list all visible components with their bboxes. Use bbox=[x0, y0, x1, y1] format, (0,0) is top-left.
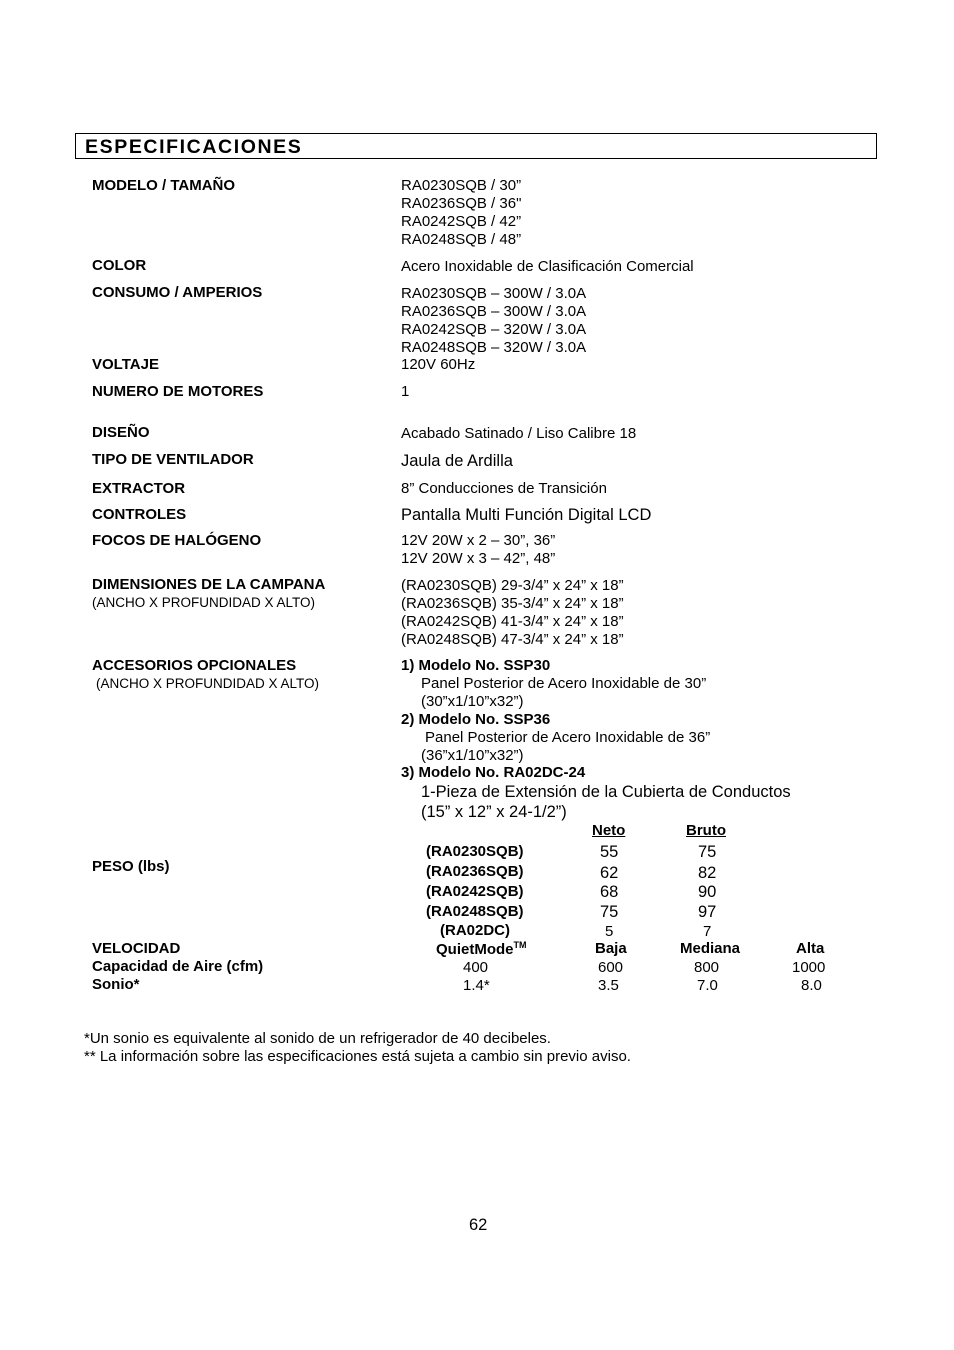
label-consumo: CONSUMO / AMPERIOS bbox=[92, 284, 263, 301]
peso-bruto: 97 bbox=[698, 903, 717, 921]
accessory-desc: Panel Posterior de Acero Inoxidable de 30” bbox=[421, 675, 707, 692]
modelo-line: RA0236SQB / 36" bbox=[401, 195, 522, 212]
label-focos: FOCOS DE HALÓGENO bbox=[92, 532, 262, 549]
focos-line: 12V 20W x 3 – 42”, 48” bbox=[401, 550, 556, 567]
value-dimensiones bbox=[401, 577, 624, 649]
label-motores: NUMERO DE MOTORES bbox=[92, 383, 264, 400]
peso-bruto: 82 bbox=[698, 864, 717, 882]
label-capacidad: Capacidad de Aire (cfm) bbox=[92, 958, 264, 975]
peso-bruto: 7 bbox=[703, 923, 712, 940]
peso-bruto: 90 bbox=[698, 883, 717, 901]
accessory-title: 1) Modelo No. SSP30 bbox=[401, 657, 551, 674]
label-accesorios: ACCESORIOS OPCIONALES bbox=[92, 657, 297, 674]
peso-col-bruto: Bruto bbox=[686, 822, 726, 839]
accessory-size: (30”x1/10”x32”) bbox=[421, 693, 524, 710]
footnote: ** La información sobre las especificaciones está sujeta a cambio sin previo aviso. bbox=[84, 1048, 631, 1065]
accessory-desc: Panel Posterior de Acero Inoxidable de 36” bbox=[425, 729, 711, 746]
sonio-value: 1.4* bbox=[463, 977, 490, 994]
peso-neto: 5 bbox=[605, 923, 614, 940]
section-header bbox=[75, 133, 877, 159]
label-diseno: DISEÑO bbox=[92, 424, 150, 441]
peso-bruto: 75 bbox=[698, 843, 717, 861]
consumo-line: RA0236SQB – 300W / 3.0A bbox=[401, 303, 587, 320]
page-title: ESPECIFICACIONES bbox=[85, 136, 303, 158]
header-baja: Baja bbox=[595, 940, 627, 957]
sublabel-accesorios: (ANCHO X PROFUNDIDAD X ALTO) bbox=[96, 676, 320, 691]
modelo-line: RA0242SQB / 42” bbox=[401, 213, 522, 230]
dimensiones-line: (RA0230SQB) 29-3/4” x 24” x 18” bbox=[401, 577, 624, 594]
peso-model: (RA0230SQB) bbox=[426, 843, 524, 860]
peso-model: (RA0242SQB) bbox=[426, 883, 524, 900]
accessory-size: (36”x1/10”x32”) bbox=[421, 747, 524, 764]
value-color: Acero Inoxidable de Clasificación Comercial bbox=[401, 258, 694, 275]
peso-col-neto: Neto bbox=[592, 822, 626, 839]
peso-neto: 62 bbox=[600, 864, 619, 882]
consumo-line: RA0248SQB – 320W / 3.0A bbox=[401, 339, 587, 356]
value-consumo bbox=[401, 285, 586, 357]
capacidad-value: 800 bbox=[694, 959, 720, 976]
peso-model: (RA0236SQB) bbox=[426, 863, 524, 880]
label-ventilador: TIPO DE VENTILADOR bbox=[92, 451, 254, 468]
modelo-line: RA0248SQB / 48” bbox=[401, 231, 522, 248]
value-ventilador: Jaula de Ardilla bbox=[401, 452, 513, 470]
peso-neto: 68 bbox=[600, 883, 619, 901]
value-voltaje: 120V 60Hz bbox=[401, 356, 476, 373]
label-peso: PESO (lbs) bbox=[92, 858, 170, 875]
label-controles: CONTROLES bbox=[92, 506, 187, 523]
focos-line: 12V 20W x 2 – 30”, 36” bbox=[401, 532, 556, 549]
dimensiones-line: (RA0242SQB) 41-3/4” x 24” x 18” bbox=[401, 613, 624, 630]
trademark-mark: TM bbox=[513, 940, 527, 950]
dimensiones-line: (RA0236SQB) 35-3/4” x 24” x 18” bbox=[401, 595, 624, 612]
quietmode-text: QuietMode bbox=[436, 941, 514, 958]
label-modelo: MODELO / TAMAÑO bbox=[92, 177, 236, 194]
capacidad-value: 1000 bbox=[792, 959, 826, 976]
label-sonio: Sonio* bbox=[92, 976, 140, 993]
label-color: COLOR bbox=[92, 257, 147, 274]
label-extractor: EXTRACTOR bbox=[92, 480, 186, 497]
accessory-title: 3) Modelo No. RA02DC-24 bbox=[401, 764, 586, 781]
accessory-size: (15” x 12” x 24-1/2”) bbox=[421, 803, 567, 821]
label-velocidad: VELOCIDAD bbox=[92, 940, 181, 957]
capacidad-value: 600 bbox=[598, 959, 624, 976]
value-modelo bbox=[401, 177, 521, 249]
sonio-value: 3.5 bbox=[598, 977, 619, 994]
value-motores: 1 bbox=[401, 383, 410, 400]
sonio-value: 8.0 bbox=[801, 977, 822, 994]
dimensiones-line: (RA0248SQB) 47-3/4” x 24” x 18” bbox=[401, 631, 624, 648]
header-alta: Alta bbox=[796, 940, 825, 957]
peso-neto: 75 bbox=[600, 903, 619, 921]
modelo-line: RA0230SQB / 30” bbox=[401, 177, 522, 194]
accessory-desc: 1-Pieza de Extensión de la Cubierta de Conductos bbox=[421, 783, 791, 801]
page-number: 62 bbox=[469, 1216, 488, 1234]
peso-model: (RA02DC) bbox=[440, 922, 511, 939]
sublabel-dimensiones: (ANCHO X PROFUNDIDAD X ALTO) bbox=[92, 595, 316, 610]
value-diseno: Acabado Satinado / Liso Calibre 18 bbox=[401, 425, 637, 442]
value-extractor: 8” Conducciones de Transición bbox=[401, 480, 607, 497]
label-dimensiones: DIMENSIONES DE LA CAMPANA bbox=[92, 576, 326, 593]
consumo-line: RA0242SQB – 320W / 3.0A bbox=[401, 321, 587, 338]
accessory-title: 2) Modelo No. SSP36 bbox=[401, 711, 551, 728]
header-quietmode bbox=[436, 940, 527, 958]
sonio-value: 7.0 bbox=[697, 977, 718, 994]
consumo-line: RA0230SQB – 300W / 3.0A bbox=[401, 285, 587, 302]
value-controles: Pantalla Multi Función Digital LCD bbox=[401, 506, 652, 524]
value-focos bbox=[401, 532, 555, 568]
label-voltaje: VOLTAJE bbox=[92, 356, 159, 373]
header-mediana: Mediana bbox=[680, 940, 741, 957]
peso-neto: 55 bbox=[600, 843, 619, 861]
peso-model: (RA0248SQB) bbox=[426, 903, 524, 920]
footnote: *Un sonio es equivalente al sonido de un refrigerador de 40 decibeles. bbox=[84, 1030, 551, 1047]
capacidad-value: 400 bbox=[463, 959, 489, 976]
